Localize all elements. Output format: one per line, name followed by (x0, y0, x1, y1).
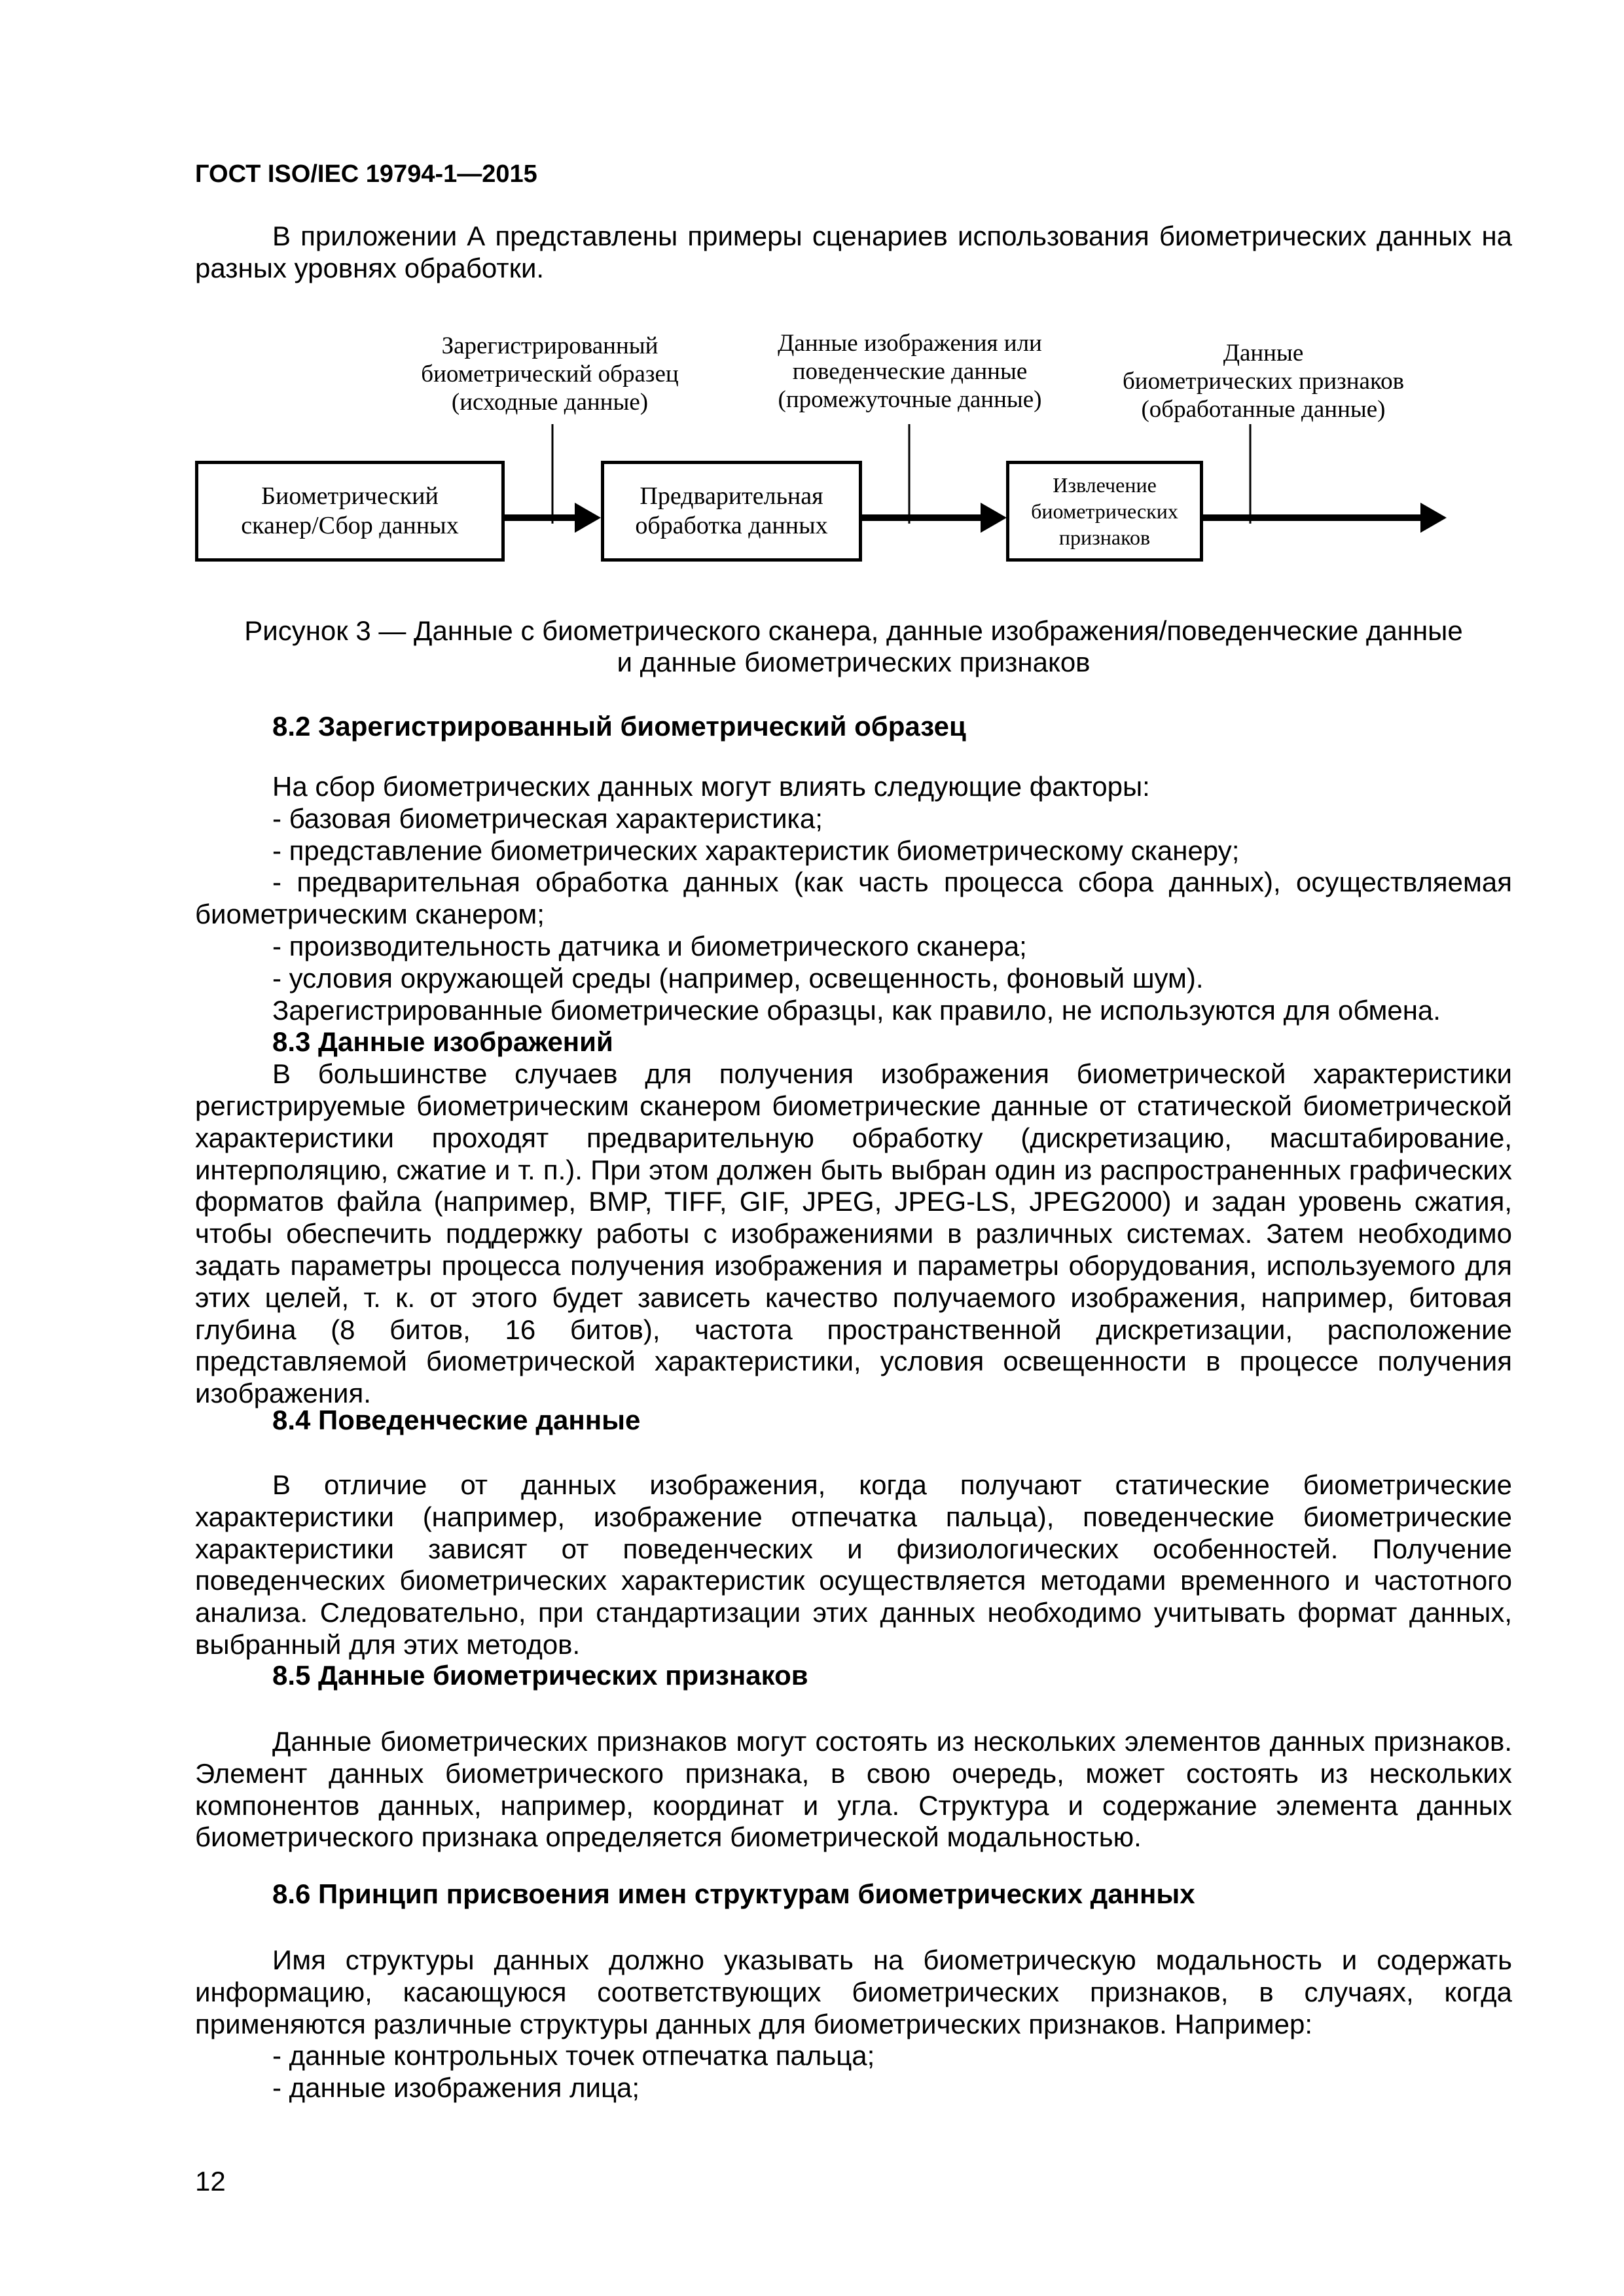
section-heading: 8.2 Зарегистрированный биометрический образец (272, 711, 966, 742)
list-item: - представление биометрических характеристик биометрическому сканеру; (272, 834, 1240, 866)
arrowhead-2 (981, 503, 1007, 533)
paragraph: Зарегистрированные биометрические образцы, как правило, не используются для обмена. (272, 994, 1441, 1026)
label-processed-data: Данные биометрических признаков (обработанные данные) (1122, 340, 1405, 423)
paragraph: Имя структуры данных должно указывать на биометрическую модальность и содержать информацию, касающуюся соответствующих биометрических признаков, в случаях, когда применяются различные структуры данных для биометрических признаков. Например: (195, 1945, 1512, 2039)
box-biometric-scanner: Биометрический сканер/Сбор данных (195, 461, 505, 562)
box-feature-extraction: Извлечение биометрических признаков (1006, 461, 1203, 562)
arrowhead-3 (1420, 503, 1447, 533)
section-8-2 (195, 711, 1512, 743)
box-preprocessing: Предварительная обработка данных (601, 461, 862, 562)
section-8-4-body (195, 1469, 1512, 1661)
paragraph: В отличие от данных изображения, когда получают статические биометрические характеристики (например, изображение отпечатка пальца), поведенческие биометрические характеристики зависят от поведенческих и физиологических особенностей. Получение поведенческих биометрических характеристик осуществляется методами временного и частотного анализа. Следовательно, при стандартизации этих данных необходимо учитывать формат данных, выбранный для этих методов. (195, 1469, 1512, 1660)
document-header: ГОСТ ISO/IEC 19794-1—2015 (195, 160, 537, 188)
intro-paragraph: В приложении А представлены примеры сценариев использования биометрических данных на разных уровнях обработки. (195, 221, 1512, 283)
label-intermediate-data: Данные изображения или поведенческие данные (промежуточные данные) (778, 330, 1042, 413)
label-raw-data: Зарегистрированный биометрический образец (исходные данные) (421, 332, 679, 416)
list-item: - предварительная обработка данных (как часть процесса сбора данных), осуществляемая биометрическим сканером; (195, 867, 1512, 930)
paragraph: В большинстве случаев для получения изображения биометрической характеристики регистрируемые биометрическим сканером биометрические данные от статической биометрической характеристики проходят предварительную обработку (дискретизацию, масштабирование, интерполяцию, сжатие и т. п.). При этом должен быть выбран один из распространенных графических форматов файла (например, BMP, TIFF, GIF, JPEG, JPEG-LS, JPEG2000) и задан уровень сжатия, чтобы обеспечить поддержку работы с изображениями в различных системах. Затем необходимо задать параметры процесса получения изображения и параметры оборудования, используемого для этих целей, т. к. от этого будет зависеть качество получаемого изображения, например, битовая глубина (8 битов, 16 битов), частота пространственной дискретизации, расположение представляемой биометрической характеристики, условия освещенности в процессе получения изображения. (195, 1058, 1512, 1409)
paragraph: Данные биометрических признаков могут состоять из нескольких элементов данных признаков. Элемент данных биометрического признака, в свою очередь, может состоять из нескольких компонентов данных, например, координат и угла. Структура и содержание элемента данных биометрического признака определяется биометрической модальностью. (195, 1726, 1512, 1853)
section-8-6 (195, 1878, 1512, 1910)
section-8-6-body (195, 1945, 1512, 2104)
section-8-4 (195, 1405, 1512, 1437)
list-item: - условия окружающей среды (например, освещенность, фоновый шум). (272, 962, 1204, 994)
arrowhead-1 (575, 503, 601, 533)
section-heading: 8.4 Поведенческие данные (272, 1405, 641, 1435)
paragraph: На сбор биометрических данных могут влиять следующие факторы: (272, 771, 1150, 802)
list-item: - данные изображения лица; (272, 2072, 640, 2104)
section-8-2-body (195, 771, 1512, 1410)
section-8-5 (195, 1660, 1512, 1692)
page-number: 12 (195, 2166, 226, 2197)
list-item: - базовая биометрическая характеристика; (272, 802, 823, 834)
section-heading: 8.5 Данные биометрических признаков (272, 1660, 808, 1691)
section-heading-8-3: 8.3 Данные изображений (272, 1026, 613, 1058)
list-item: - данные контрольных точек отпечатка пальца; (272, 2040, 875, 2072)
list-item: - производительность датчика и биометрического сканера; (272, 930, 1027, 961)
section-8-5-body (195, 1726, 1512, 1854)
section-heading: 8.6 Принцип присвоения имен структурам биометрических данных (272, 1878, 1195, 1909)
figure-3-diagram (0, 0, 1624, 589)
figure-caption: Рисунок 3 — Данные с биометрического сканера, данные изображения/поведенческие данные и данные биометрических признаков (244, 615, 1463, 677)
